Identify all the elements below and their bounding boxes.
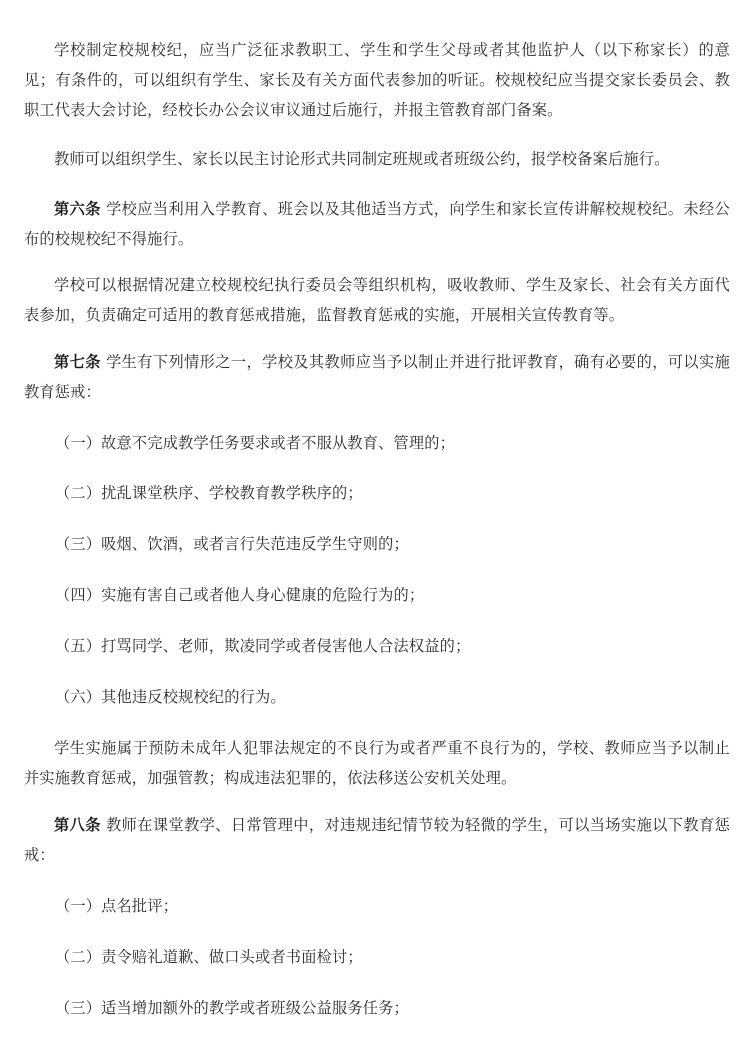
article-7-item-4: （四）实施有害自己或者他人身心健康的危险行为的； xyxy=(55,586,425,604)
article-7-paragraph xyxy=(24,347,730,407)
article-6-text: 学校应当利用入学教育、班会以及其他适当方式，向学生和家长宣传讲解校规校纪。未经公布的校规校纪不得施行。 xyxy=(24,200,730,248)
article-8-item-2: （二）责令赔礼道歉、做口头或者书面检讨； xyxy=(55,948,363,966)
article-7-item-1: （一）故意不完成教学任务要求或者不服从教育、管理的； xyxy=(55,434,456,452)
article-6-number: 第六条 xyxy=(54,200,101,218)
article-8-text: 教师在课堂教学、日常管理中，对违规违纪情节较为轻微的学生，可以当场实施以下教育惩戒： xyxy=(24,816,730,864)
article-8-paragraph xyxy=(24,810,730,870)
article-7-item-3: （三）吸烟、饮酒，或者言行失范违反学生守则的； xyxy=(55,535,409,553)
article-8-item-3: （三）适当增加额外的教学或者班级公益服务任务； xyxy=(55,999,409,1017)
article-7-item-2: （二）扰乱课堂秩序、学校教育教学秩序的； xyxy=(55,484,363,502)
paragraph-discipline-committee: 学校可以根据情况建立校规校纪执行委员会等组织机构，吸收教师、学生及家长、社会有关方面代表参加，负责确定可适用的教育惩戒措施，监督教育惩戒的实施，开展相关宣传教育等。 xyxy=(24,276,730,324)
article-8-item-1: （一）点名批评； xyxy=(55,897,179,915)
article-7-number: 第七条 xyxy=(54,353,101,371)
paragraph-class-rules: 教师可以组织学生、家长以民主讨论形式共同制定班规或者班级公约，报学校备案后施行。 xyxy=(54,150,670,168)
paragraph-rules-formulation: 学校制定校规校纪，应当广泛征求教职工、学生和学生父母或者其他监护人（以下称家长）的意见；有条件的，可以组织有学生、家长及有关方面代表参加的听证。校规校纪应当提交家长委员会、教职工代表大会讨论，经校长办公会议审议通过后施行，并报主管教育部门备案。 xyxy=(24,41,730,119)
article-7-text: 学生有下列情形之一，学校及其教师应当予以制止并进行批评教育，确有必要的，可以实施教育惩戒： xyxy=(24,353,730,401)
article-7-item-6: （六）其他违反校规校纪的行为。 xyxy=(55,688,286,706)
article-8-number: 第八条 xyxy=(54,816,101,834)
article-7-item-5: （五）打骂同学、老师，欺凌同学或者侵害他人合法权益的； xyxy=(55,637,471,655)
article-6-paragraph xyxy=(24,194,730,254)
paragraph-bad-behavior: 学生实施属于预防未成年人犯罪法规定的不良行为或者严重不良行为的，学校、教师应当予以制止并实施教育惩戒，加强管教；构成违法犯罪的，依法移送公安机关处理。 xyxy=(24,739,730,787)
